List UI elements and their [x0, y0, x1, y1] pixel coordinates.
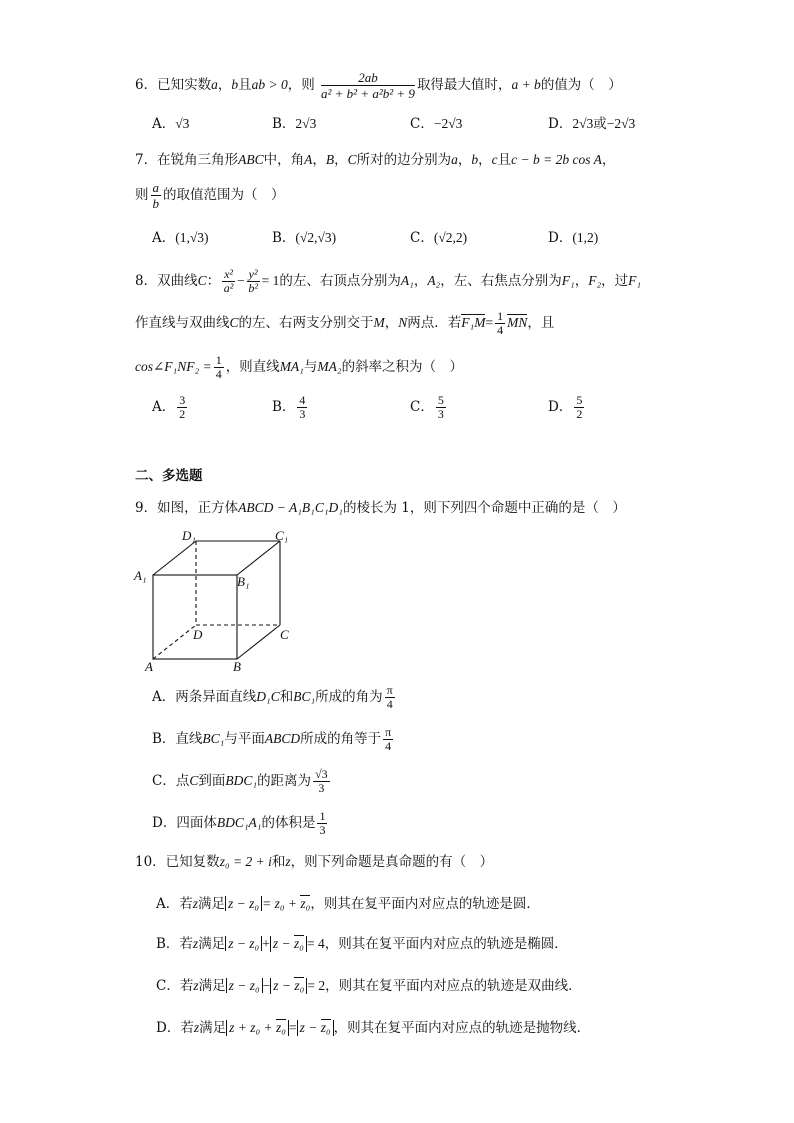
cube-figure — [130, 528, 310, 673]
q7-stem-line1: 7．在锐角三角形ABC中，角A，B，C所对的边分别为a，b，c且c − b = 2b cos A， — [135, 152, 616, 168]
label-C1: C₁ — [275, 528, 289, 543]
section-heading-multiple-choice: 二、多选题 — [135, 468, 203, 484]
q7-option-b[interactable]: B．(√2,√3) — [272, 230, 337, 246]
q8-stem-line2: 作直线与双曲线C的左、右两支分别交于M，N两点．若F₁M= $\frac{1}{4}$ MN，且 — [135, 309, 555, 337]
q8-stem-line1: 8．双曲线C： $\frac{\text{x²}}{\text{a²}}$ − $\frac{\text{y²}}{\text{b²}}$ = 1的左、右顶点分别为A₁，A₂，左、右焦点分别为F₁，F₂，过F₁ — [135, 267, 642, 295]
q9-stem: 9．如图，正方体ABCD − A₁B₁C₁D₁的棱长为 1，则下列四个命题中正确的是（ ） — [135, 500, 626, 516]
q8-option-a[interactable]: A． $\frac{3}{2}$ — [152, 393, 186, 421]
q10-option-a[interactable]: A．若z满足 z − z₀ = z₀ + z₀，则其在复平面内对应点的轨迹是圆． — [156, 896, 540, 912]
label-A1: A₁ — [134, 568, 147, 583]
q10-option-d[interactable]: D．若z满足 z + z₀ + z₀ = z − z₀ ，则其在复平面内对应点的轨迹是抛物线． — [156, 1020, 591, 1036]
q6-option-d[interactable]: D．2√3或−2√3 — [548, 116, 636, 132]
q8-option-c[interactable]: C． $\frac{5}{3}$ — [410, 393, 444, 421]
label-B: B — [233, 659, 241, 673]
label-B1: B₁ — [237, 574, 250, 589]
q7-fraction: $\frac{a}{b}$ — [152, 180, 159, 211]
label-D1: D₁ — [182, 528, 196, 543]
q6-stem: 6．已知实数a，b且ab > 0，则 $\frac{2ab}{\text{a² + b² + a²b² + 9}}$ 取得最大值时，a + b的值为（ ） — [135, 70, 622, 101]
q9-option-b[interactable]: B．直线BC₁与平面ABCD所成的角等于 $\frac{\pi}{4}$ — [152, 725, 392, 753]
q10-option-c[interactable]: C．若z满足 z − z₀ − z − z₀ = 2，则其在复平面内对应点的轨迹是双曲线． — [156, 978, 582, 994]
q8-option-d[interactable]: D． $\frac{5}{2}$ — [548, 393, 583, 421]
q7-option-d[interactable]: D．(1,2) — [548, 230, 599, 246]
q9-option-a[interactable]: A．两条异面直线D₁C和BC₁所成的角为 $\frac{\pi}{4}$ — [152, 683, 393, 711]
q6-option-a[interactable]: A．√3 — [152, 116, 190, 132]
q10-stem: 10．已知复数z₀ = 2 + i和z，则下列命题是真命题的有（ ） — [135, 854, 494, 870]
q7-stem-line2: 则 $\frac{a}{b}$ 的取值范围为（ ） — [135, 180, 285, 211]
label-C: C — [280, 627, 289, 642]
q7-option-c[interactable]: C．(√2,2) — [410, 230, 468, 246]
q9-option-d[interactable]: D．四面体BDC₁A₁的体积是 $\frac{1}{3}$ — [152, 809, 326, 837]
q6-option-c[interactable]: C．−2√3 — [410, 116, 463, 132]
q9-option-c[interactable]: C．点C到面BDC₁的距离为 $\frac{√3}{3}$ — [152, 767, 328, 795]
q7-option-a[interactable]: A．(1,√3) — [152, 230, 209, 246]
q6-fraction: $\frac{2ab}{\text{a² + b² + a²b² + 9}}$ — [321, 70, 415, 101]
q8-option-b[interactable]: B． $\frac{4}{3}$ — [272, 393, 306, 421]
q10-option-b[interactable]: B．若z满足 z − z₀ + z − z₀ = 4，则其在复平面内对应点的轨迹是椭圆． — [156, 936, 568, 952]
q8-stem-line3: cos∠F₁NF₂ = $\frac{1}{4}$ ，则直线MA₁与MA₂的斜率之积为（ ） — [135, 353, 464, 381]
label-D: D — [193, 627, 203, 642]
label-A: A — [145, 659, 153, 673]
q6-option-b[interactable]: B．2√3 — [272, 116, 317, 132]
